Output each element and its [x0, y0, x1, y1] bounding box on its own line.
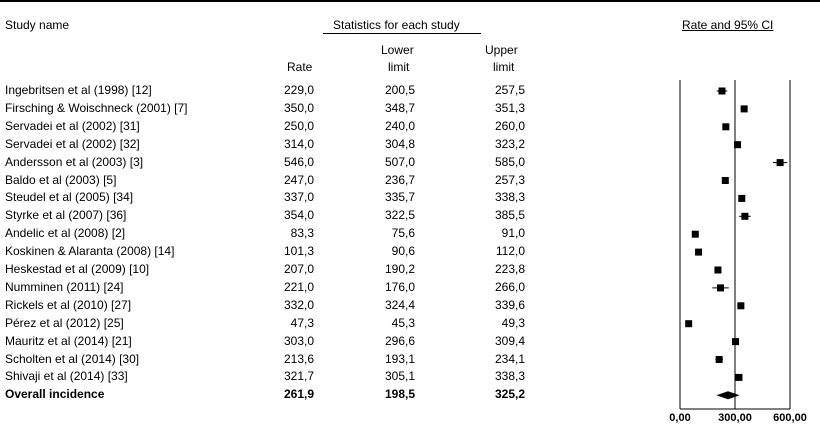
study-name: Servadei et al (2002) [31] — [5, 118, 140, 133]
header-study-name: Study name — [5, 18, 70, 32]
rate-marker — [737, 302, 744, 309]
study-upper: 351,3 — [494, 100, 525, 115]
study-name: Pérez et al (2012) [25] — [5, 315, 124, 330]
study-name: Numminen (2011) [24] — [5, 279, 124, 294]
header-upper-1: Upper — [485, 43, 518, 57]
rate-marker — [738, 195, 745, 202]
rate-marker — [718, 88, 725, 95]
x-tick-label: 600,00 — [773, 412, 807, 424]
study-rate: 546,0 — [283, 154, 314, 169]
study-upper: 266,0 — [494, 279, 525, 294]
rate-marker — [685, 320, 692, 327]
study-name: Heskestad et al (2009) [10] — [5, 262, 150, 276]
study-upper: 260,0 — [494, 118, 525, 133]
rate-marker — [716, 356, 723, 363]
rate-marker — [714, 267, 721, 274]
study-upper: 385,5 — [494, 208, 525, 223]
study-rate: 250,0 — [283, 118, 314, 133]
study-upper: 234,1 — [494, 351, 525, 366]
study-name: Koskinen & Alaranta (2008) [14] — [5, 244, 175, 259]
study-lower: 193,1 — [384, 351, 415, 366]
study-rate: 83,3 — [290, 226, 314, 241]
study-upper: 257,5 — [494, 83, 525, 97]
overall-name: Overall incidence — [5, 387, 105, 402]
study-lower: 236,7 — [384, 172, 415, 187]
x-tick-label: 300,00 — [718, 412, 752, 424]
study-name: Scholten et al (2014) [30] — [5, 351, 140, 366]
study-lower: 240,0 — [384, 118, 415, 133]
rate-marker — [717, 284, 724, 291]
study-name: Steudel et al (2005) [34] — [5, 190, 134, 205]
study-name: Ingebritsen et al (1998) [12] — [5, 83, 152, 97]
rate-marker — [741, 105, 748, 112]
study-name: Shivaji et al (2014) [33] — [5, 369, 128, 384]
rate-marker — [735, 374, 742, 381]
header-plot-title: Rate and 95% CI — [682, 18, 774, 32]
overall-diamond — [716, 391, 739, 399]
study-upper: 223,8 — [494, 262, 525, 276]
study-lower: 305,1 — [384, 369, 415, 384]
overall-lower: 198,5 — [384, 387, 415, 402]
study-rate: 314,0 — [283, 136, 314, 151]
study-name: Andersson et al (2003) [3] — [5, 154, 144, 169]
study-upper: 338,3 — [494, 190, 525, 205]
overall-rate: 261,9 — [283, 387, 314, 402]
study-lower: 324,4 — [384, 297, 415, 312]
study-name: Firsching & Woischneck (2001) [7] — [5, 100, 188, 115]
rate-marker — [732, 338, 739, 345]
study-rate: 229,0 — [283, 83, 314, 97]
study-upper: 112,0 — [495, 244, 525, 259]
study-lower: 75,6 — [391, 226, 415, 241]
study-upper: 323,2 — [494, 136, 525, 151]
rate-marker — [741, 213, 748, 220]
study-upper: 309,4 — [494, 333, 525, 348]
header-lower-2: limit — [388, 60, 410, 74]
study-upper: 91,0 — [501, 226, 525, 241]
study-lower: 304,8 — [384, 136, 415, 151]
study-rate: 221,0 — [283, 279, 314, 294]
study-rate: 247,0 — [283, 172, 314, 187]
study-upper: 585,0 — [494, 154, 525, 169]
header-upper-2: limit — [493, 60, 515, 74]
study-name: Rickels et al (2010) [27] — [5, 297, 132, 312]
study-rate: 47,3 — [290, 315, 314, 330]
study-rate: 337,0 — [283, 190, 314, 205]
study-rate: 354,0 — [283, 208, 314, 223]
study-lower: 322,5 — [384, 208, 415, 223]
study-rate: 303,0 — [283, 333, 314, 348]
rate-marker — [722, 177, 729, 184]
study-rate: 101,3 — [283, 244, 314, 259]
header-rate: Rate — [287, 60, 313, 74]
study-name: Servadei et al (2002) [32] — [5, 136, 140, 151]
rate-marker — [734, 141, 741, 148]
study-name: Styrke et al (2007) [36] — [5, 208, 127, 223]
study-lower: 296,6 — [384, 333, 415, 348]
study-upper: 257,3 — [494, 172, 525, 187]
header-lower-1: Lower — [381, 43, 414, 57]
rate-marker — [695, 249, 702, 256]
study-lower: 45,3 — [391, 315, 415, 330]
rate-marker — [777, 159, 784, 166]
study-rate: 321,7 — [283, 369, 314, 384]
study-rate: 207,0 — [283, 262, 314, 276]
study-upper: 338,3 — [494, 369, 525, 384]
study-lower: 200,5 — [384, 83, 415, 97]
study-name: Andelic et al (2008) [2] — [5, 226, 126, 241]
x-tick-label: 0,00 — [669, 412, 691, 424]
study-lower: 348,7 — [384, 100, 415, 115]
study-lower: 507,0 — [384, 154, 415, 169]
study-lower: 176,0 — [384, 279, 415, 294]
study-name: Mauritz et al (2014) [21] — [5, 333, 132, 348]
rate-marker — [722, 123, 729, 130]
study-lower: 335,7 — [384, 190, 415, 205]
study-rate: 332,0 — [283, 297, 314, 312]
study-rate: 350,0 — [283, 100, 314, 115]
study-upper: 49,3 — [501, 315, 525, 330]
header-statistics: Statistics for each study — [333, 18, 460, 32]
study-lower: 190,2 — [384, 262, 415, 276]
overall-upper: 325,2 — [494, 387, 525, 402]
study-rate: 213,6 — [283, 351, 314, 366]
study-upper: 339,6 — [494, 297, 525, 312]
rate-marker — [692, 231, 699, 238]
study-name: Baldo et al (2003) [5] — [5, 172, 117, 187]
study-lower: 90,6 — [391, 244, 415, 259]
